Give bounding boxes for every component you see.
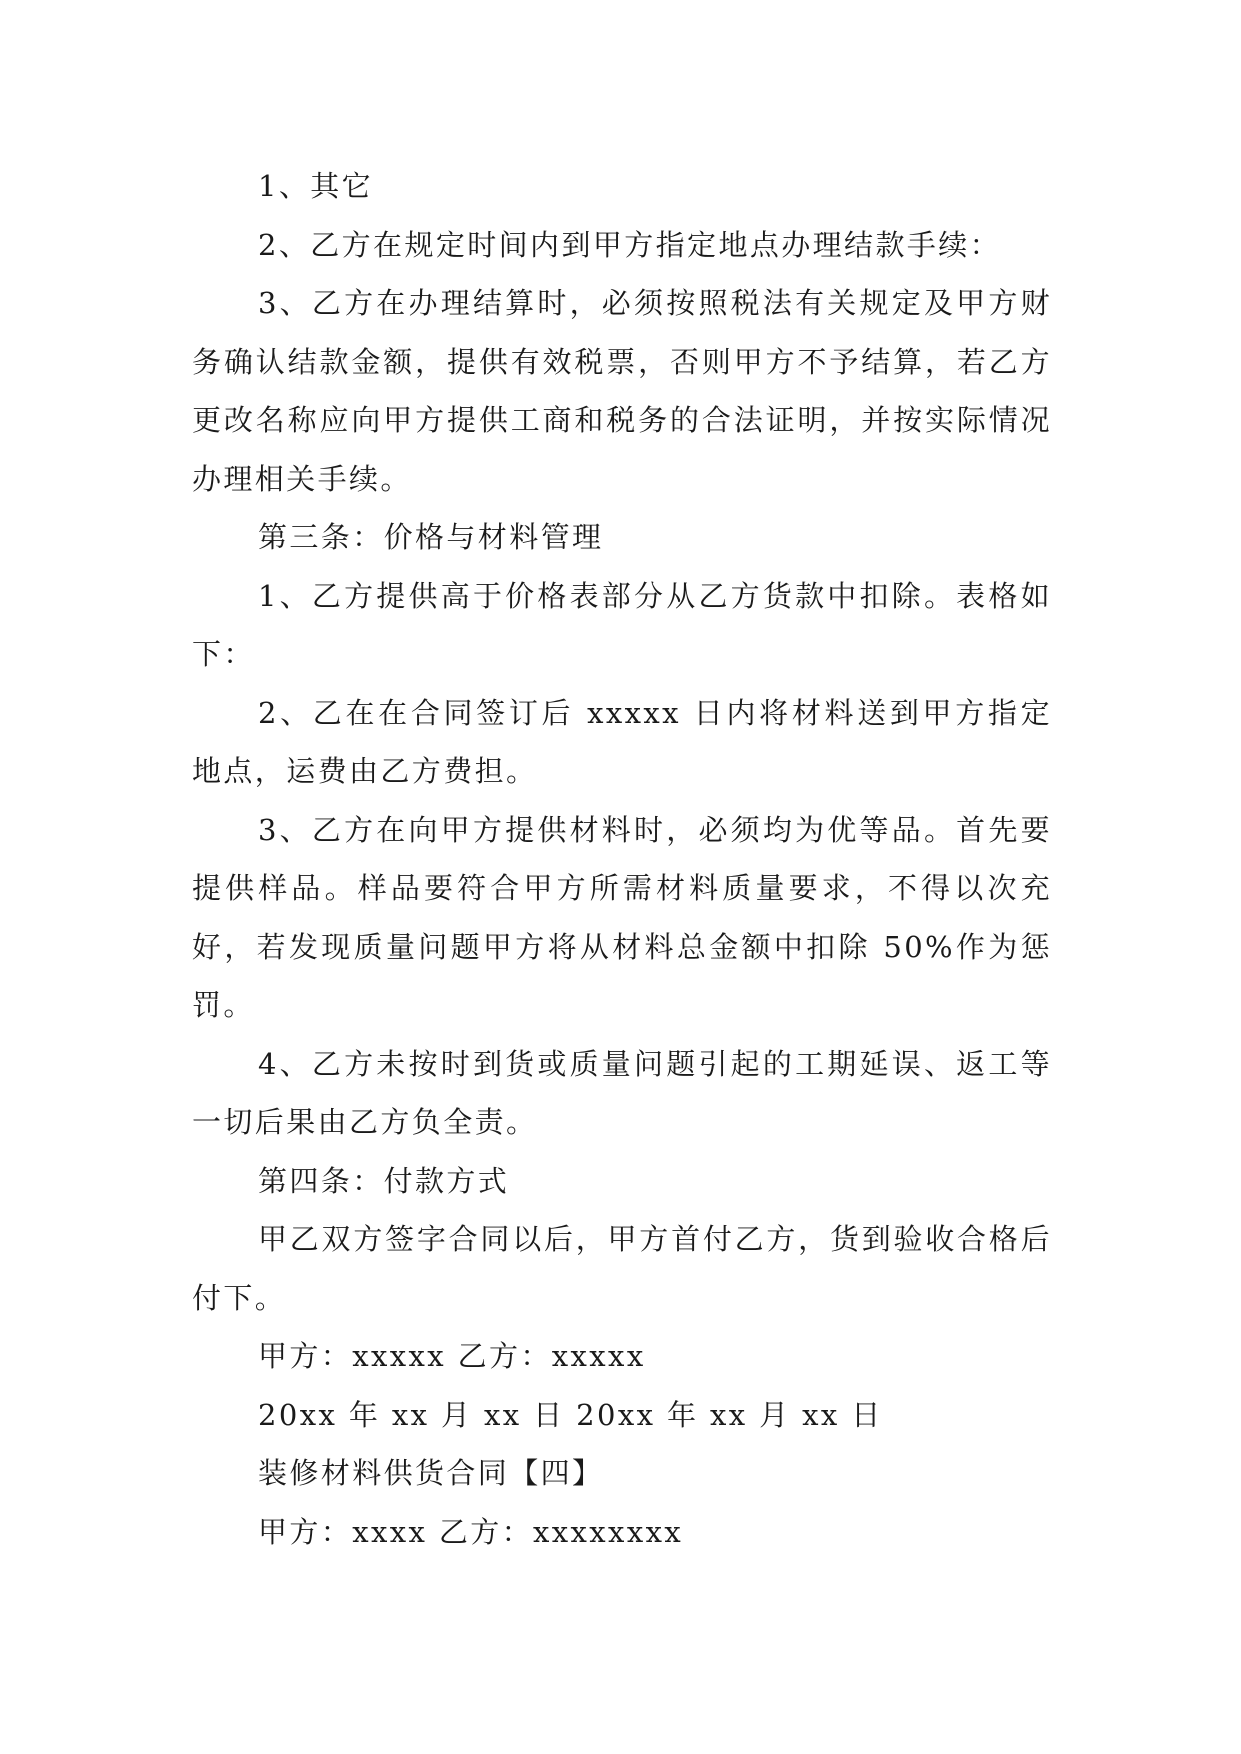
paragraph-other: 1、其它 <box>258 169 374 203</box>
paragraph-liability: 4、乙方未按时到货或质量问题引起的工期延误、返工等一切后果由乙方负全责。 <box>192 1046 1052 1139</box>
heading-article-3: 第三条：价格与材料管理 <box>258 520 604 554</box>
paragraph-delivery: 2、乙在在合同签订后 xxxxx 日内将材料送到甲方指定地点，运费由乙方费担。 <box>192 695 1052 788</box>
paragraph-price-table: 1、乙方提供高于价格表部分从乙方货款中扣除。表格如下： <box>192 578 1052 671</box>
document-body <box>192 157 1052 1561</box>
paragraph-quality: 3、乙方在向甲方提供材料时，必须均为优等品。首先要提供样品。样品要符合甲方所需材料质量要求，不得以次充好，若发现质量问题甲方将从材料总金额中扣除 50%作为惩罚。 <box>192 812 1052 1022</box>
paragraph-payment: 甲乙双方签字合同以后，甲方首付乙方，货到验收合格后付下。 <box>192 1222 1052 1315</box>
paragraph-settlement-procedure: 2、乙方在规定时间内到甲方指定地点办理结款手续： <box>258 227 1002 262</box>
contract-title-4: 装修材料供货合同【四】 <box>258 1456 604 1490</box>
signature-dates: 20xx 年 xx 月 xx 日 20xx 年 xx 月 xx 日 <box>258 1397 883 1432</box>
heading-article-4: 第四条：付款方式 <box>258 1163 510 1198</box>
paragraph-settlement-tax: 3、乙方在办理结算时，必须按照税法有关规定及甲方财务确认结款金额，提供有效税票，否则甲方不予结算，若乙方更改名称应向甲方提供工商和税务的合法证明，并按实际情况办理相关手续。 <box>192 286 1052 496</box>
signature-parties: 甲方：xxxxx 乙方：xxxxx <box>258 1339 646 1373</box>
parties-line: 甲方：xxxx 乙方：xxxxxxxx <box>258 1514 684 1549</box>
